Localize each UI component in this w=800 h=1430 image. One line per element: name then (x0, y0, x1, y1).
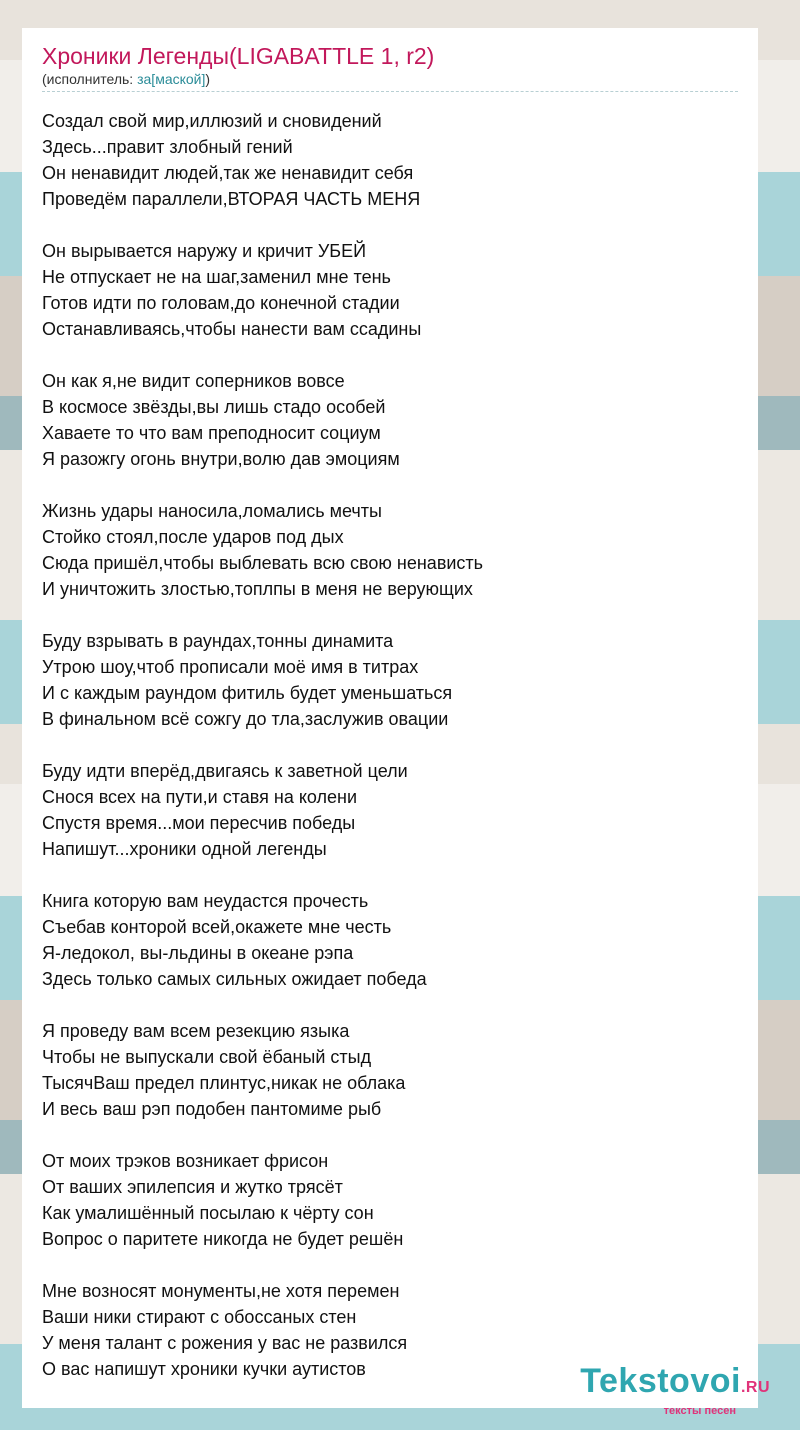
lyric-line: Останавливаясь,чтобы нанести вам ссадины (42, 319, 422, 339)
stanza (42, 238, 738, 342)
lyric-line: Я-ледокол, вы-льдины в океане рэпа (42, 943, 354, 963)
stanza (42, 888, 738, 992)
lyric-line: Жизнь удары наносила,ломались мечты (42, 501, 382, 521)
logo-main-text: Tekstovoi (580, 1362, 741, 1400)
logo-domain: .RU (740, 1379, 770, 1396)
lyric-line: Как умалишённый посылаю к чёрту сон (42, 1203, 374, 1223)
lyric-line: Сюда пришёл,чтобы выблевать всю свою ненависть (42, 553, 484, 573)
lyric-line: Здесь только самых сильных ожидает победа (42, 969, 427, 989)
lyric-line: Съебав конторой всей,окажете мне честь (42, 917, 392, 937)
lyric-line: О вас напишут хроники кучки аутистов (42, 1359, 366, 1379)
artist-prefix: (исполнитель: (42, 71, 138, 87)
lyrics-body (42, 108, 738, 1382)
stanza (42, 108, 738, 212)
stanza (42, 498, 738, 602)
lyric-line: Он вырывается наружу и кричит УБЕЙ (42, 241, 367, 261)
lyric-line: Буду взрывать в раундах,тонны динамита (42, 631, 394, 651)
stanza (42, 1148, 738, 1252)
lyric-line: Ваши ники стирают с обоссаных стен (42, 1307, 357, 1327)
lyric-line: И с каждым раундом фитиль будет уменьшаться (42, 683, 453, 703)
lyric-line: Мне возносят монументы,не хотя перемен (42, 1281, 400, 1301)
lyrics-card (22, 28, 758, 1408)
stanza (42, 368, 738, 472)
lyric-line: Здесь...правит злобный гений (42, 137, 293, 157)
lyric-line: Проведём параллели,ВТОРАЯ ЧАСТЬ МЕНЯ (42, 189, 421, 209)
lyric-line: Буду идти вперёд,двигаясь к заветной цели (42, 761, 408, 781)
lyric-line: Создал свой мир,иллюзий и сновидений (42, 111, 382, 131)
lyric-line: И весь ваш рэп подобен пантомиме рыб (42, 1099, 382, 1119)
lyric-line: Стойко стоял,после ударов под дых (42, 527, 344, 547)
lyric-line: ТысячВаш предел плинтус,никак не облака (42, 1073, 406, 1093)
lyric-line: Книга которую вам неудастся прочесть (42, 891, 369, 911)
lyric-line: Я разожгу огонь внутри,волю дав эмоциям (42, 449, 400, 469)
lyric-line: Спустя время...мои пересчив победы (42, 813, 356, 833)
stanza (42, 758, 738, 862)
site-logo[interactable] (580, 1364, 770, 1417)
lyric-line: И уничтожить злостью,топлпы в меня не верующих (42, 579, 473, 599)
lyric-line: Хаваете то что вам преподносит социум (42, 423, 381, 443)
lyric-line: В финальном всё сожгу до тла,заслужив овации (42, 709, 449, 729)
stanza (42, 1018, 738, 1122)
logo-wordmark (580, 1364, 770, 1405)
lyric-line: У меня талант с рожения у вас не развился (42, 1333, 408, 1353)
lyric-line: Не отпускает не на шаг,заменил мне тень (42, 267, 391, 287)
lyric-line: Он как я,не видит соперников вовсе (42, 371, 345, 391)
lyric-line: Снося всех на пути,и ставя на колени (42, 787, 358, 807)
lyric-line: Я проведу вам всем резекцию языка (42, 1021, 350, 1041)
artist-line (42, 70, 738, 92)
lyric-line: От моих трэков возникает фрисон (42, 1151, 329, 1171)
artist-suffix: ) (205, 71, 211, 87)
lyric-line: В космосе звёзды,вы лишь стадо особей (42, 397, 386, 417)
lyric-line: Готов идти по головам,до конечной стадии (42, 293, 400, 313)
stanza (42, 628, 738, 732)
lyric-line: От ваших эпилепсия и жутко трясёт (42, 1177, 343, 1197)
song-title: Хроники Легенды(LIGABATTLE 1, r2) (42, 43, 435, 69)
lyric-line: Он ненавидит людей,так же ненавидит себя (42, 163, 414, 183)
lyric-line: Вопрос о паритете никогда не будет решён (42, 1229, 404, 1249)
logo-tagline: тексты песен (663, 1405, 736, 1417)
lyric-line: Утрою шоу,чтоб прописали моё имя в титрах (42, 657, 419, 677)
lyric-line: Напишут...хроники одной легенды (42, 839, 327, 859)
artist-link[interactable]: за[маской] (137, 71, 206, 87)
lyric-line: Чтобы не выпускали свой ёбаный стыд (42, 1047, 372, 1067)
